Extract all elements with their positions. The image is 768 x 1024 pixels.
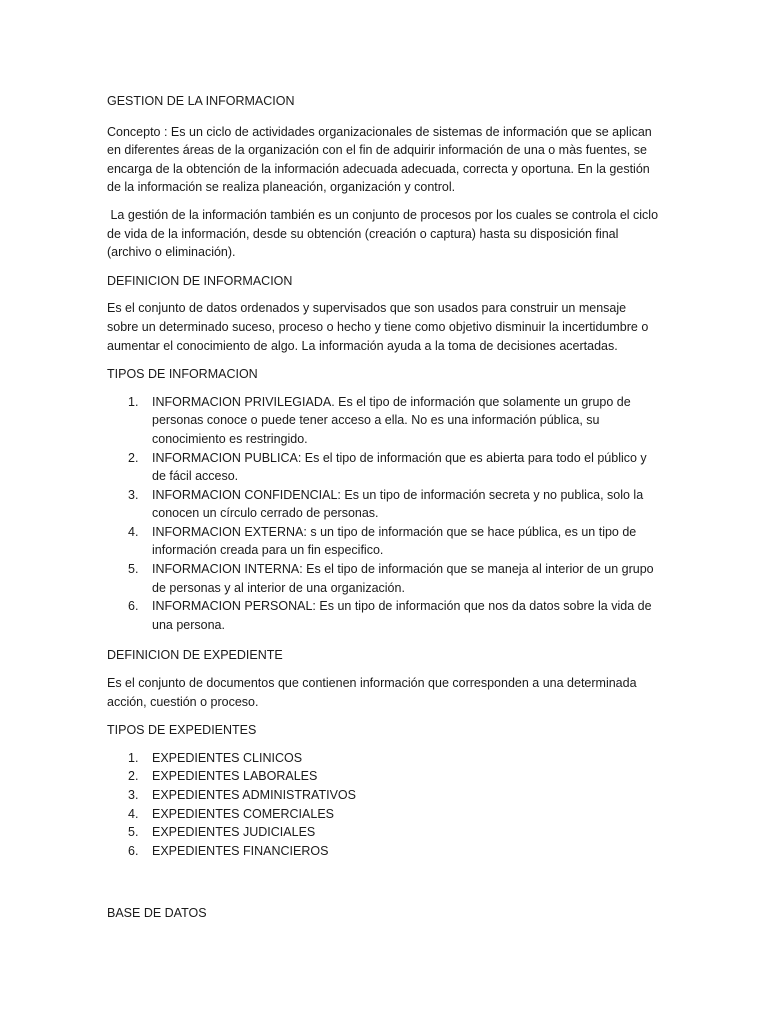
list-item-text: EXPEDIENTES COMERCIALES xyxy=(152,806,334,821)
concept-paragraph: Concepto : Es un ciclo de actividades organizacionales de sistemas de información que se aplican en diferentes áreas de la organización con el fin de adquirir información de una o màs fuentes, se encarga de la obtención de la información adecuada adecuada, correcta y oportuna. En la gestión de la información se realiza planeación, organización y control. xyxy=(107,124,652,195)
list-item-text: INFORMACION EXTERNA: s un tipo de información que se hace pública, es un tipo de información creada para un fin especifico. xyxy=(152,524,637,558)
list-item xyxy=(107,393,659,449)
list-item-text: EXPEDIENTES FINANCIEROS xyxy=(152,843,329,858)
list-item xyxy=(107,597,659,634)
list-item xyxy=(107,823,659,842)
list-item-text: INFORMACION INTERNA: Es el tipo de información que se maneja al interior de un grupo de personas y al interior de una organización. xyxy=(152,562,654,595)
base-de-datos-heading: BASE DE DATOS xyxy=(107,906,207,921)
definicion-informacion-heading: DEFINICION DE INFORMACION xyxy=(107,273,293,288)
definicion-informacion-text: Es el conjunto de datos ordenados y supervisados que son usados para construir un mensaje sobre un determinado suceso, proceso o hecho y tiene como objetivo disminuir la incertidumbre o aumentar el conocimiento de algo. La información ayuda a la toma de decisiones acertadas. xyxy=(107,301,649,353)
list-item-text: INFORMACION PUBLICA: Es el tipo de información que es abierta para todo el público y de fácil acceso. xyxy=(152,450,647,484)
definicion-expediente-text: Es el conjunto de documentos que contienen información que corresponden a una determinada acción, cuestión o proceso. xyxy=(107,676,637,709)
list-item-text: EXPEDIENTES CLINICOS xyxy=(152,750,303,765)
tipos-expedientes-heading: TIPOS DE EXPEDIENTES xyxy=(107,723,257,738)
list-item-number: 4. xyxy=(128,806,139,821)
definicion-expediente-heading: DEFINICION DE EXPEDIENTE xyxy=(107,648,283,663)
list-item-number: 3. xyxy=(128,788,139,802)
list-item-text: EXPEDIENTES LABORALES xyxy=(152,769,318,784)
list-item xyxy=(107,842,659,861)
lifecycle-paragraph: La gestión de la información también es un conjunto de procesos por los cuales se controla el ciclo de vida de la información, desde su obtención (creación o captura) hasta su disposición final (archivo o eliminación). xyxy=(107,207,662,260)
tipos-informacion-list xyxy=(107,393,659,635)
list-item-number: 1. xyxy=(128,750,139,765)
list-item-number: 6. xyxy=(128,599,139,614)
list-item-number: 5. xyxy=(128,562,139,577)
list-item-number: 3. xyxy=(128,487,139,502)
tipos-expedientes-list xyxy=(107,749,659,861)
list-item xyxy=(107,560,659,597)
list-item-text: INFORMACION CONFIDENCIAL: Es un tipo de información secreta y no publica, solo la conocen un círculo cerrado de personas. xyxy=(152,487,644,521)
list-item-text: EXPEDIENTES JUDICIALES xyxy=(152,825,316,840)
list-item xyxy=(107,486,659,523)
list-item xyxy=(107,786,659,805)
list-item-number: 2. xyxy=(128,450,139,465)
list-item xyxy=(107,767,659,786)
document-body xyxy=(107,92,662,923)
list-item-text: INFORMACION PERSONAL: Es un tipo de información que nos da datos sobre la vida de una persona. xyxy=(152,599,652,632)
list-item xyxy=(107,449,659,486)
list-item-number: 4. xyxy=(128,524,139,539)
list-item xyxy=(107,805,659,824)
list-item-text: INFORMACION PRIVILEGIADA. Es el tipo de información que solamente un grupo de personas conoce o puede tener acceso a ella. No es una información pública, su conocimiento es restringido. xyxy=(152,394,631,446)
list-item xyxy=(107,749,659,768)
list-item xyxy=(107,523,659,560)
list-item-number: 6. xyxy=(128,843,139,858)
tipos-informacion-heading: TIPOS DE INFORMACION xyxy=(107,367,258,382)
list-item-text: EXPEDIENTES ADMINISTRATIVOS xyxy=(152,788,356,802)
list-item-number: 2. xyxy=(128,769,139,784)
document-title: GESTION DE LA INFORMACION xyxy=(107,94,295,108)
list-item-number: 5. xyxy=(128,825,139,840)
list-item-number: 1. xyxy=(128,394,139,409)
